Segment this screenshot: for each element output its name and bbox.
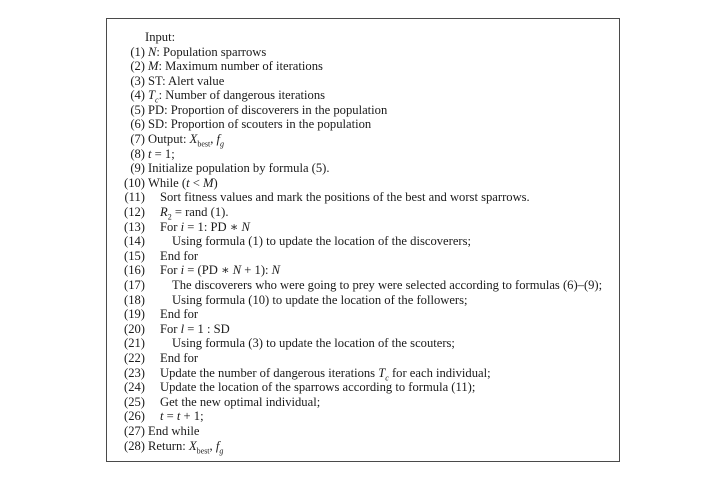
algorithm-line xyxy=(111,409,602,424)
line-number: (18) xyxy=(124,292,145,307)
line-number: (23) xyxy=(124,365,145,380)
line-text: End while xyxy=(148,423,200,438)
line-text: End for xyxy=(160,248,199,263)
line-number: (24) xyxy=(124,380,145,395)
line-text: The discoverers who were going to prey were selected according to formulas (6)–(9); xyxy=(172,278,603,292)
algorithm-line xyxy=(111,161,602,176)
line-text: t = 1; xyxy=(148,146,175,161)
algorithm-line xyxy=(111,278,602,293)
algorithm-line xyxy=(111,439,602,454)
line-text: N: Population sparrows xyxy=(148,44,267,59)
line-number: (12) xyxy=(124,205,145,220)
line-text: M: Maximum number of iterations xyxy=(148,59,323,74)
algorithm-line xyxy=(111,190,602,205)
line-text: For i = (PD ∗ N + 1): N xyxy=(160,263,281,278)
algorithm-line xyxy=(111,103,602,118)
line-text: End for xyxy=(160,307,199,322)
line-text: ST: Alert value xyxy=(148,73,225,88)
line-number: (6) xyxy=(130,117,145,132)
line-number: (1) xyxy=(130,44,145,59)
algorithm-line xyxy=(111,263,602,278)
line-number: (9) xyxy=(130,161,145,176)
line-text: $T_c$: Number of dangerous iterations xyxy=(148,88,326,105)
line-number: (22) xyxy=(124,350,145,365)
line-number: (3) xyxy=(130,73,145,88)
line-text: PD: Proportion of discoverers in the population xyxy=(148,102,388,117)
line-number: (5) xyxy=(130,102,145,117)
algorithm-input-header: Input: xyxy=(145,30,176,44)
line-text: Using formula (1) to update the location of the discoverers; xyxy=(172,234,472,249)
algorithm-line xyxy=(111,322,602,337)
algorithm-line xyxy=(111,395,602,410)
line-number: (17) xyxy=(124,278,145,292)
line-text: Sort fitness values and mark the positions of the best and worst sparrows. xyxy=(160,190,530,205)
line-number: (21) xyxy=(124,336,145,351)
line-text: Update the location of the sparrows according to formula (11); xyxy=(160,380,476,395)
line-text: For l = 1 : SD xyxy=(160,321,230,336)
algorithm-line xyxy=(111,234,602,249)
line-number: (10) xyxy=(124,175,145,190)
algorithm-line xyxy=(111,88,602,103)
line-number: (16) xyxy=(124,263,145,278)
algorithm-line xyxy=(111,59,602,74)
line-number: (27) xyxy=(124,423,145,438)
line-text: While (t < M) xyxy=(148,175,218,190)
line-number: (11) xyxy=(124,190,145,205)
line-text: Using formula (10) to update the location of the followers; xyxy=(172,292,468,307)
algorithm-line xyxy=(111,293,602,308)
line-text: For i = 1: PD ∗ N xyxy=(160,219,250,234)
line-number: (19) xyxy=(124,307,145,322)
line-number: (28) xyxy=(124,438,145,453)
algorithm-line xyxy=(111,205,602,220)
algorithm-line xyxy=(111,147,602,162)
algorithm-line xyxy=(111,424,602,439)
algorithm-line xyxy=(111,176,602,191)
line-number: (25) xyxy=(124,394,145,409)
algorithm-line xyxy=(111,249,602,264)
line-text: SD: Proportion of scouters in the population xyxy=(148,117,372,132)
line-number: (2) xyxy=(130,59,145,74)
algorithm-line xyxy=(111,117,602,132)
line-number: (7) xyxy=(130,132,145,147)
algorithm-line xyxy=(111,45,602,60)
algorithm-line xyxy=(111,74,602,89)
line-number: (8) xyxy=(130,146,145,161)
line-text: Update the number of dangerous iterations $T_c$ for each individual; xyxy=(160,365,491,383)
line-text: Initialize population by formula (5). xyxy=(148,161,330,176)
algorithm-line xyxy=(111,132,602,147)
algorithm-line xyxy=(111,220,602,235)
line-text: Return: $X_{best}$, $f_g$ xyxy=(148,438,224,456)
line-text: Using formula (3) to update the location of the scouters; xyxy=(172,336,455,351)
algorithm-line xyxy=(111,336,602,351)
line-text: Output: $X_{best}$, $f_g$ xyxy=(148,132,225,149)
algorithm-line xyxy=(111,351,602,366)
line-text: Get the new optimal individual; xyxy=(160,394,321,409)
algorithm-line xyxy=(111,307,602,322)
algorithm-line xyxy=(111,380,602,395)
line-number: (26) xyxy=(124,409,145,424)
line-number: (4) xyxy=(130,88,145,103)
line-number: (15) xyxy=(124,248,145,263)
algorithm-lines xyxy=(111,45,602,454)
line-text: End for xyxy=(160,350,199,365)
line-number: (14) xyxy=(124,234,145,249)
line-number: (13) xyxy=(124,219,145,234)
line-text: $R_2$ = rand (1). xyxy=(160,205,229,222)
algorithm-line xyxy=(111,366,602,381)
line-number: (20) xyxy=(124,321,145,336)
line-text: t = t + 1; xyxy=(160,409,204,424)
